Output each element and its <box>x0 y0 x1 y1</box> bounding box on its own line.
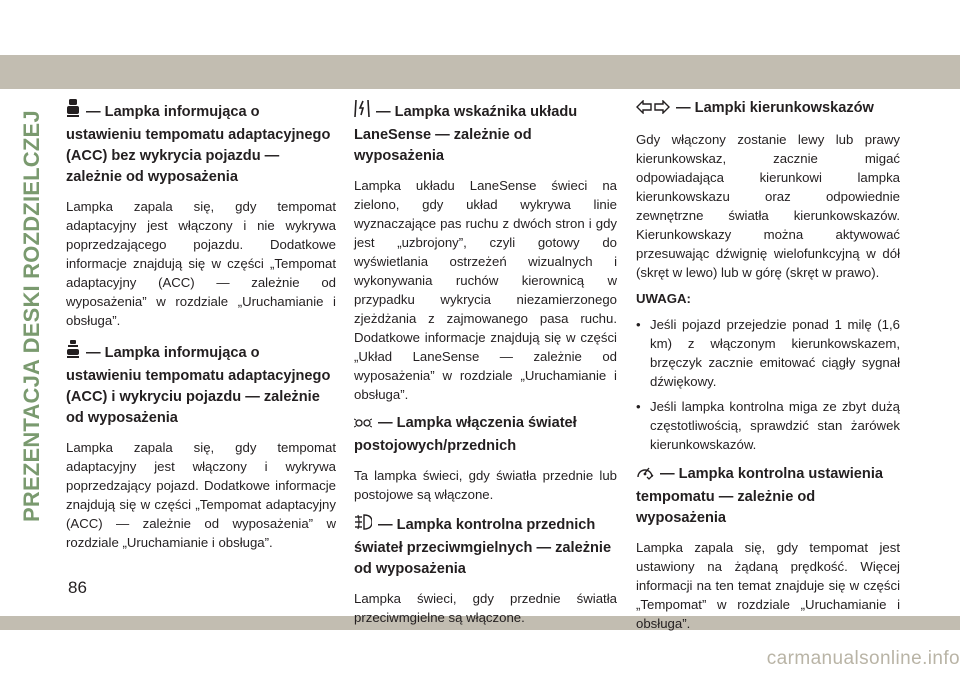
acc-vehicle-detected-icon <box>66 339 80 366</box>
acc-vehicle-not-detected-icon <box>66 98 80 125</box>
column-3 <box>636 98 900 642</box>
top-band <box>0 0 960 55</box>
cruise-set-section <box>636 464 900 633</box>
list-item: • Jeśli lampka kontrolna miga ze zbyt dużą częstotliwością, sprawdzić stan żarówek kierunkowskazów. <box>636 397 900 454</box>
section-heading: — Lampka włączenia świateł postojowych/przednich <box>354 415 577 454</box>
section-heading: — Lampka informująca o ustawieniu tempomatu adaptacyjnego (ACC) bez wykrycia pojazdu — zależnie od wyposażenia <box>66 98 336 188</box>
acc-vehicle-detected-section <box>66 339 336 552</box>
section-body: Lampka świeci, gdy przednie światła przeciwmgielne są włączone. <box>354 591 617 625</box>
lanesense-icon <box>354 98 370 125</box>
position-lights-icon <box>354 415 372 436</box>
acc-no-vehicle-section <box>66 98 336 330</box>
note-list <box>636 315 900 454</box>
column-1 <box>66 98 336 561</box>
note-title: UWAGA: <box>636 291 691 306</box>
lanesense-section <box>354 98 617 404</box>
section-body: Lampka zapala się, gdy tempomat adaptacyjny jest włączony i wykrywa poprzedzający pojazd. Dodatkowe informacje znajdują się w części „Tempomat adaptacyjny (ACC) — zależnie od wyposażenia” w rozdziale „Uruchamianie i obsługa”. <box>66 440 336 550</box>
front-fog-lights-section <box>354 513 617 627</box>
section-body: Lampka zapala się, gdy tempomat jest ustawiony na żądaną prędkość. Więcej informacji na ten temat znajduje się w części „Tempomat” w rozdziale „Uruchamianie i obsługa”. <box>636 540 900 631</box>
position-lights-section <box>354 413 617 504</box>
header-bar <box>0 55 960 89</box>
section-heading: — Lampka informująca o ustawieniu tempomatu adaptacyjnego (ACC) i wykryciu pojazdu — zależnie od wyposażenia <box>66 339 336 429</box>
section-heading: — Lampka wskaźnika układu LaneSense — zależnie od wyposażenia <box>354 98 617 167</box>
note-section <box>636 291 900 454</box>
turn-signal-arrows-icon <box>636 100 670 121</box>
turn-signals-section <box>636 98 900 282</box>
section-body: Lampka zapala się, gdy tempomat adaptacyjny jest włączony i nie wykrywa poprzedzającego pojazdu. Dodatkowe informacje znajdują się w części „Tempomat adaptacyjny (ACC) — zależnie od wyposażenia” w rozdziale „Uruchamianie i obsługa”. <box>66 199 336 328</box>
section-body: Gdy włączony zostanie lewy lub prawy kierunkowskaz, zacznie migać odpowiadająca kierunkowi lampka kierunkowskazu oraz odpowiednie zewnętrzne światła kierunkowskazów. Kierunkowskazy można aktywować przesuwając dźwignię wielofunkcyjną w dół (skręt w lewo) lub w górę (skręt w prawo). <box>636 132 900 280</box>
page-number: 86 <box>68 578 87 597</box>
section-heading: — Lampka kontrolna ustawienia tempomatu — zależnie od wyposażenia <box>636 466 884 526</box>
watermark: carmanualsonline.info <box>766 648 960 669</box>
chapter-side-title: PREZENTACJA DESKI ROZDZIELCZEJ <box>19 110 44 522</box>
section-heading: — Lampki kierunkowskazów <box>636 98 900 121</box>
section-body: Ta lampka świeci, gdy światła przednie lub postojowe są włączone. <box>354 468 617 502</box>
column-2 <box>354 98 617 636</box>
section-heading: — Lampka kontrolna przednich świateł przeciwmgielnych — zależnie od wyposażenia <box>354 513 617 580</box>
list-item: • Jeśli pojazd przejedzie ponad 1 milę (1,6 km) z włączonym kierunkowskazem, brzęczyk zacznie emitować ciągły sygnał dźwiękowy. <box>636 315 900 391</box>
front-fog-lights-icon <box>354 513 372 538</box>
cruise-control-set-icon <box>636 464 654 487</box>
section-body: Lampka układu LaneSense świeci na zielono, gdy układ wykrywa linie wyznaczające pas ruchu z dwóch stron i gdy jest „uzbrojony”, czyli gotowy do wyświetlania ostrzeżeń wizualnych i wykonywania ruchów kierownicą w przypadku wykrycia niezamierzonego zjeżdżania z zajmowanego pasa ruchu. Dodatkowe informacje znajdują się w części „Układ LaneSense — zależnie od wyposażenia” w rozdziale „Uruchamianie i obsługa”. <box>354 178 617 402</box>
